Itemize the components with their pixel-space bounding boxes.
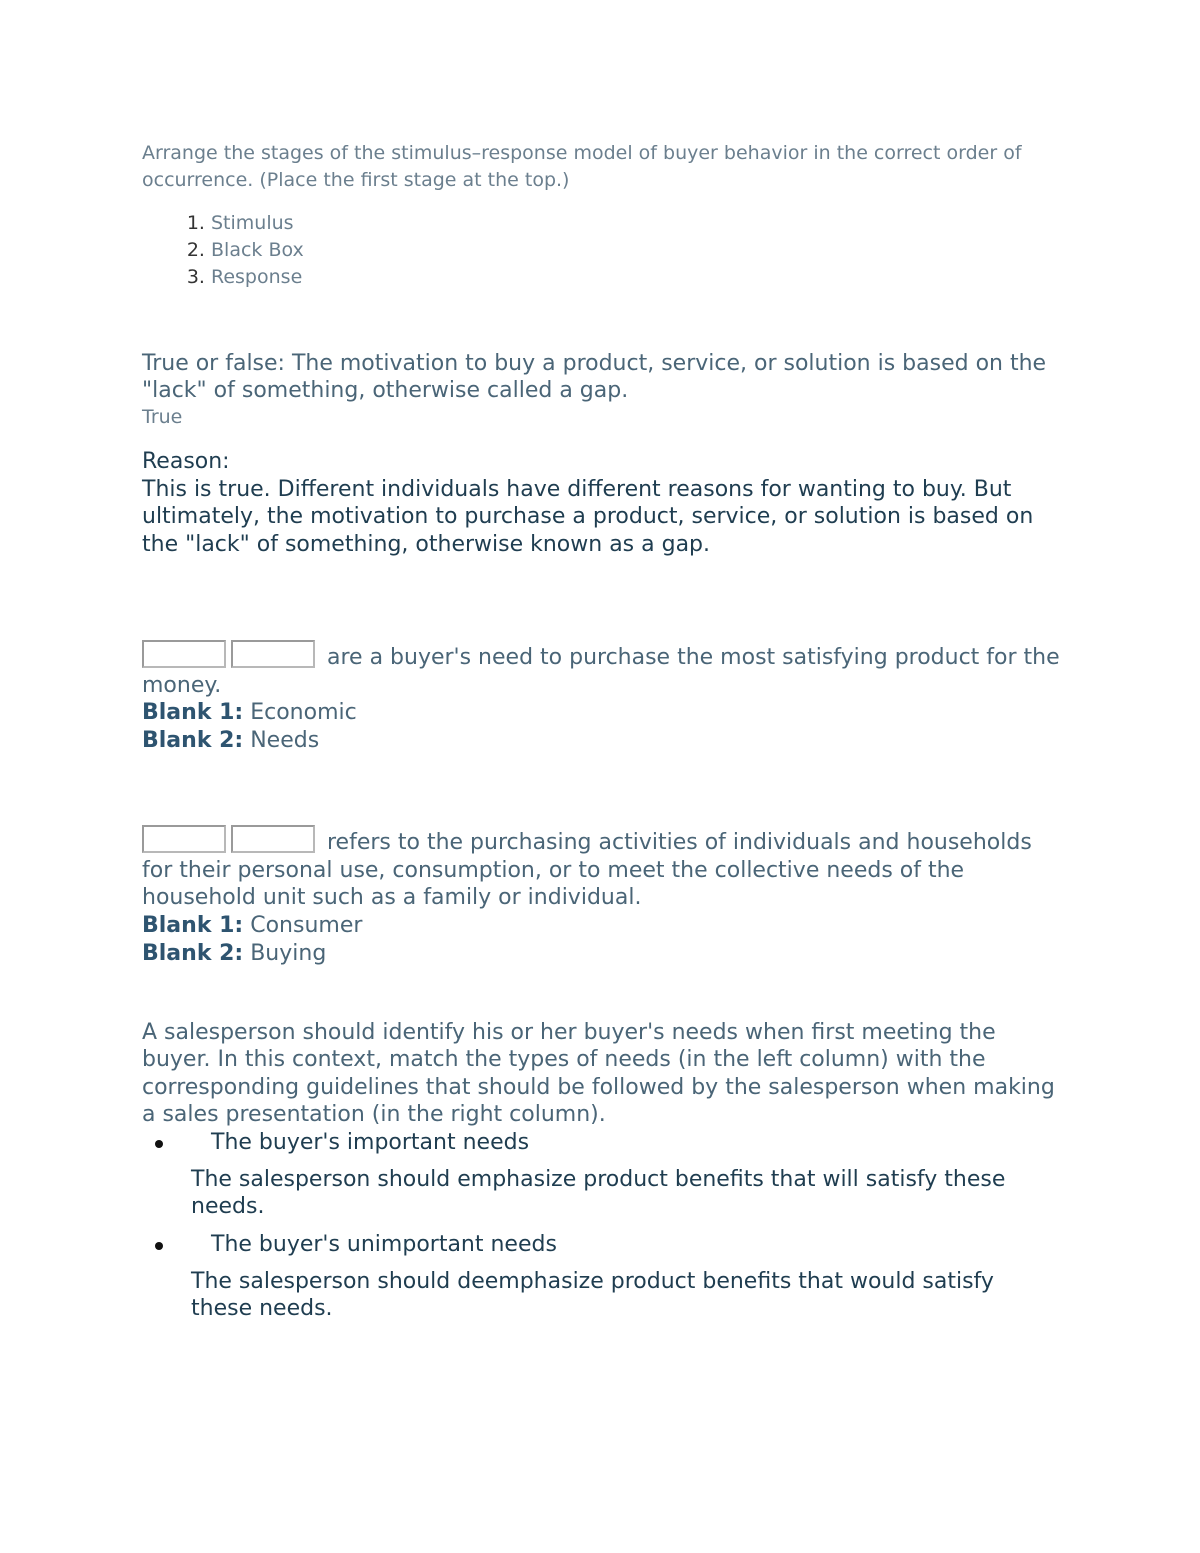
true-false-question	[142, 350, 1062, 558]
matching-pairs-list	[142, 1129, 1062, 1323]
reason-text: This is true. Different individuals have different reasons for wanting to buy. But ultimately, the motivation to purchase a product, service, or solution is based on the "lack" of something, otherwise known as a gap.	[142, 476, 1034, 557]
blank-2-label: Blank 2:	[142, 940, 244, 966]
blank-2-label: Blank 2:	[142, 728, 244, 753]
fill-in-blank-text: are a buyer's need to purchase the most satisfying product for the money.	[142, 645, 1060, 698]
matching-need-text: The buyer's important needs	[211, 1129, 530, 1155]
blank-2-value: Buying	[250, 940, 327, 966]
matching-pair	[142, 1129, 1062, 1221]
blank-2-input[interactable]	[231, 640, 315, 668]
matching-need	[142, 1231, 1062, 1259]
stage-item: 3. Response	[211, 264, 1062, 291]
blank-2-value: Needs	[250, 728, 320, 753]
bullet-icon	[155, 1140, 163, 1148]
blank-2-answer	[142, 940, 1062, 968]
matching-pair	[142, 1231, 1062, 1323]
ordering-question-prompt: Arrange the stages of the stimulus–response model of buyer behavior in the correct order of occurrence. (Place the first stage at the top.)	[142, 142, 1022, 191]
blank-1-label: Blank 1:	[142, 700, 244, 725]
matching-question	[142, 1019, 1062, 1323]
blank-1-input[interactable]	[142, 825, 226, 853]
matching-question-prompt: A salesperson should identify his or her buyer's needs when first meeting the buyer. In this context, match the types of needs (in the left column) with the corresponding guidelines that should be followed by the salesperson when making a sales presentation (in the right column).	[142, 1019, 1055, 1127]
blank-1-answer	[142, 699, 1062, 727]
blank-1-input[interactable]	[142, 640, 226, 668]
matching-guideline: The salesperson should deemphasize product benefits that would satisfy these needs.	[191, 1268, 994, 1321]
true-false-question-text: True or false: The motivation to buy a product, service, or solution is based on the "lack" of something, otherwise called a gap.	[142, 351, 1047, 403]
reason-block	[142, 448, 1062, 558]
fill-in-blank-question-1	[142, 640, 1062, 755]
blank-2-answer	[142, 727, 1062, 755]
blank-2-input[interactable]	[231, 825, 315, 853]
fill-in-blank-question-2	[142, 825, 1062, 968]
reason-label: Reason:	[142, 449, 230, 474]
ordering-question	[142, 140, 1062, 291]
stage-item: 2. Black Box	[211, 237, 1062, 264]
blank-1-value: Economic	[250, 700, 357, 725]
matching-need	[142, 1129, 1062, 1157]
fill-in-blank-sentence	[142, 825, 1062, 912]
matching-need-text: The buyer's unimportant needs	[211, 1231, 557, 1257]
blank-1-answer	[142, 912, 1062, 940]
blank-1-label: Blank 1:	[142, 912, 244, 938]
document-page	[142, 140, 1062, 1333]
matching-guideline: The salesperson should emphasize product benefits that will satisfy these needs.	[191, 1166, 1006, 1219]
fill-in-blank-sentence	[142, 640, 1062, 699]
blank-1-value: Consumer	[250, 912, 363, 938]
bullet-icon	[155, 1242, 163, 1250]
fill-in-blank-text: refers to the purchasing activities of individuals and households for their personal use, consumption, or to meet the collective needs of the household unit such as a family or individual.	[142, 830, 1032, 910]
stage-item: 1. Stimulus	[211, 210, 1062, 237]
stage-list	[142, 210, 1062, 291]
true-false-answer: True	[142, 406, 183, 428]
